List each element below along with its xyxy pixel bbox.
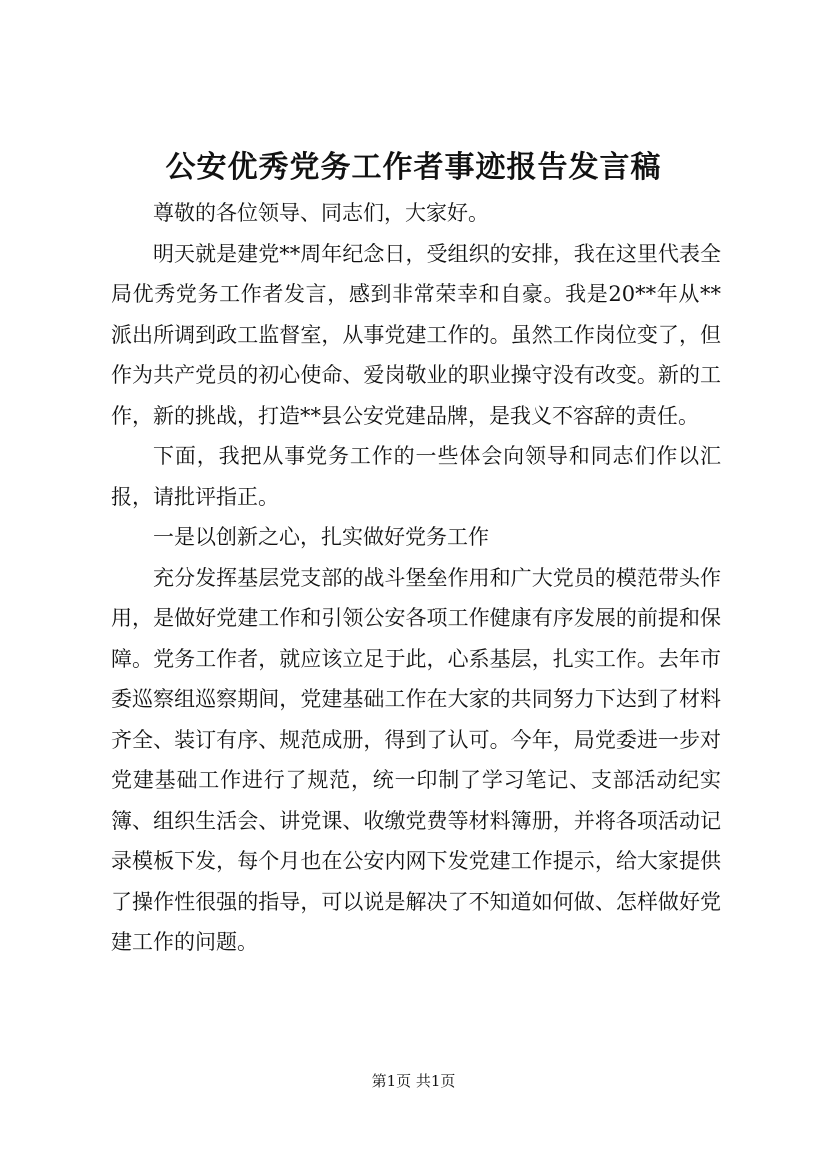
section-heading: 一是以创新之心，扎实做好党务工作 [153, 525, 489, 549]
document-body [111, 193, 721, 963]
report-paragraph: 下面，我把从事党务工作的一些体会向领导和同志们作以汇报，请批评指正。 [111, 444, 721, 509]
body-paragraph: 充分发挥基层党支部的战斗堡垒作用和广大党员的模范带头作用，是做好党建工作和引领公安各项工作健康有序发展的前提和保障。党务工作者，就应该立足于此，心系基层，扎实工作。去年市委巡察组巡察期间，党建基础工作在大家的共同努力下达到了材料齐全、装订有序、规范成册，得到了认可。今年，局党委进一步对党建基础工作进行了规范，统一印制了学习笔记、支部活动纪实簿、组织生活会、讲党课、收缴党费等材料簿册，并将各项活动记录模板下发，每个月也在公安内网下发党建工作提示，给大家提供了操作性很强的指导，可以说是解决了不知道如何做、怎样做好党建工作的问题。 [111, 565, 721, 954]
intro-paragraph: 明天就是建党**周年纪念日，受组织的安排，我在这里代表全局优秀党务工作者发言，感到非常荣幸和自豪。我是20**年从**派出所调到政工监督室，从事党建工作的。虽然工作岗位变了，但作为共产党员的初心使命、爱岗敬业的职业操守没有改变。新的工作，新的挑战，打造**县公安党建品牌，是我义不容辞的责任。 [111, 241, 721, 428]
greeting-paragraph: 尊敬的各位领导、同志们，大家好。 [153, 201, 489, 225]
page-footer: 第1页 共1页 [371, 1072, 456, 1090]
document-title: 公安优秀党务工作者事迹报告发言稿 [165, 150, 662, 185]
